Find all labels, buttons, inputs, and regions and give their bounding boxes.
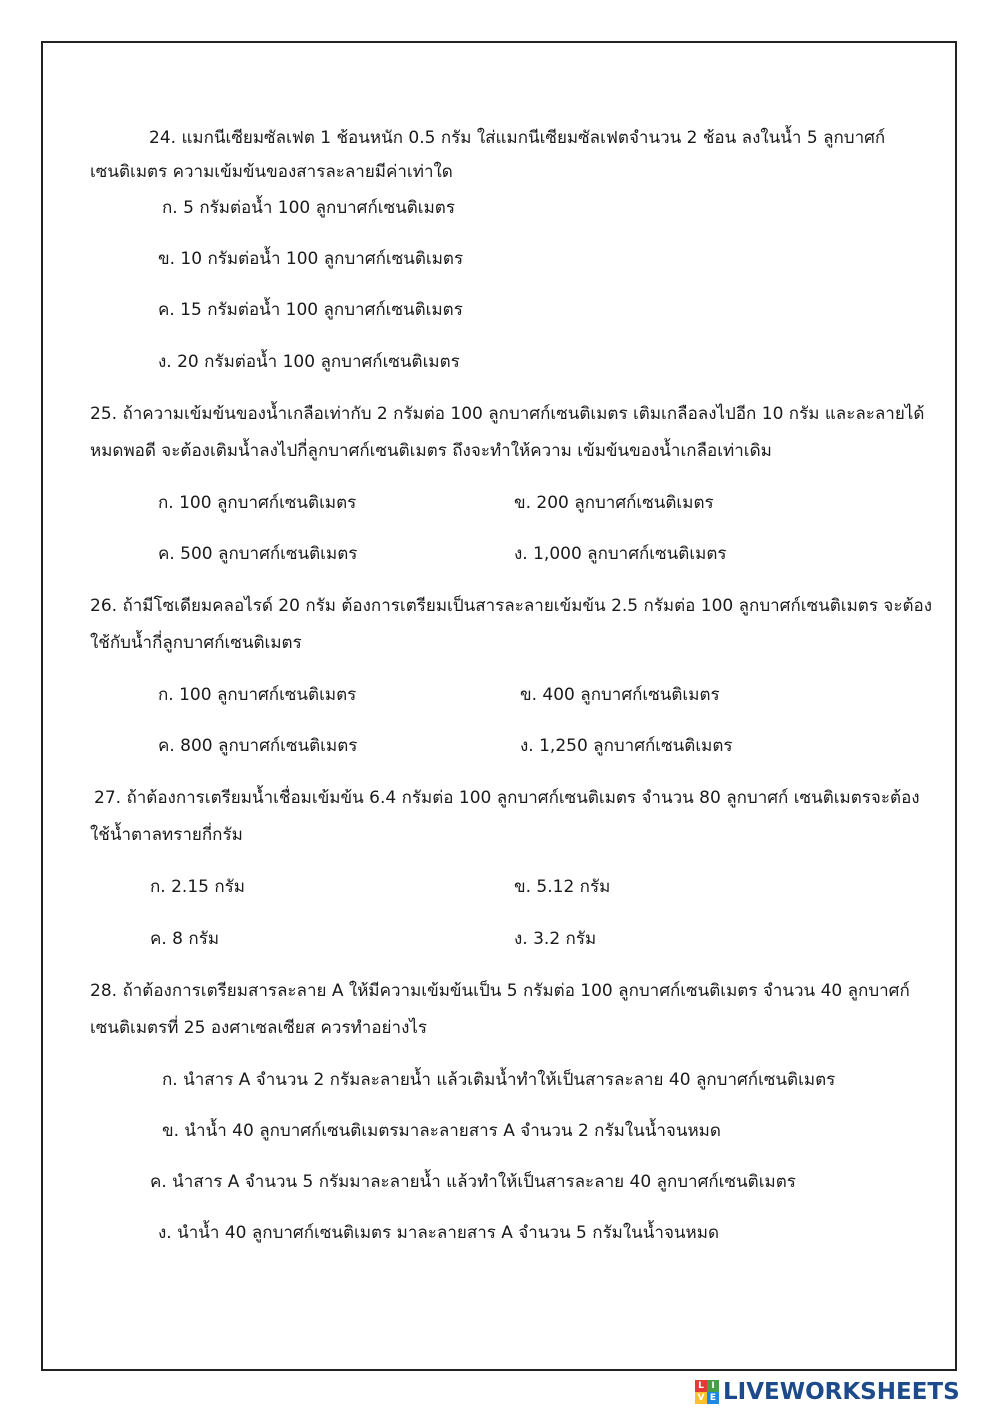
- question-27-option-c[interactable]: ค. 8 กรัม: [150, 929, 220, 949]
- question-25-option-b[interactable]: ข. 200 ลูกบาศก์เซนติเมตร: [514, 493, 714, 513]
- question-28-option-a[interactable]: ก. นำสาร A จำนวน 2 กรัมละลายน้ำ แล้วเติมน้ำทำให้เป็นสารละลาย 40 ลูกบาศก์เซนติเมตร: [162, 1070, 836, 1090]
- question-26-option-b[interactable]: ข. 400 ลูกบาศก์เซนติเมตร: [520, 685, 720, 705]
- question-26-option-d[interactable]: ง. 1,250 ลูกบาศก์เซนติเมตร: [520, 736, 733, 756]
- question-27-stem-line2: ใช้น้ำตาลทรายกี่กรัม: [90, 825, 243, 845]
- badge-letter-l: L: [695, 1380, 707, 1392]
- liveworksheets-logo: [695, 1377, 960, 1407]
- question-25-option-a[interactable]: ก. 100 ลูกบาศก์เซนติเมตร: [158, 493, 357, 513]
- question-24-stem-line1: 24. แมกนีเซียมซัลเฟต 1 ช้อนหนัก 0.5 กรัม ใส่แมกนีเซียมซัลเฟตจำนวน 2 ช้อน ลงในน้ำ 5 ลูกบาศก์: [149, 128, 886, 148]
- question-27-stem-line1: 27. ถ้าต้องการเตรียมน้ำเชื่อมเข้มข้น 6.4 กรัมต่อ 100 ลูกบาศก์เซนติเมตร จำนวน 80 ลูกบาศก์ เซนติเมตรจะต้อง: [94, 788, 920, 808]
- question-25-stem-line2: หมดพอดี จะต้องเติมน้ำลงไปกี่ลูกบาศก์เซนติเมตร ถึงจะทำให้ความ เข้มข้นของน้ำเกลือเท่าเดิม: [90, 441, 772, 461]
- question-26-stem-line1: 26. ถ้ามีโซเดียมคลอไรด์ 20 กรัม ต้องการเตรียมเป็นสารละลายเข้มข้น 2.5 กรัมต่อ 100 ลูกบาศก์เซนติเมตร จะต้อง: [90, 596, 933, 616]
- badge-letter-i: I: [707, 1380, 719, 1392]
- liveworksheets-badge-icon: [695, 1380, 719, 1404]
- question-24-stem-line2: เซนติเมตร ความเข้มข้นของสารละลายมีค่าเท่าใด: [90, 162, 453, 182]
- question-28-option-b[interactable]: ข. นำน้ำ 40 ลูกบาศก์เซนติเมตรมาละลายสาร A จำนวน 2 กรัมในน้ำจนหมด: [162, 1121, 721, 1141]
- question-27-option-b[interactable]: ข. 5.12 กรัม: [514, 877, 611, 897]
- badge-letter-v: V: [695, 1392, 707, 1404]
- liveworksheets-wordmark: LIVEWORKSHEETS: [723, 1379, 960, 1405]
- question-24-option-d[interactable]: ง. 20 กรัมต่อน้ำ 100 ลูกบาศก์เซนติเมตร: [158, 352, 460, 372]
- question-27-option-a[interactable]: ก. 2.15 กรัม: [150, 877, 245, 897]
- question-28-stem-line1: 28. ถ้าต้องการเตรียมสารละลาย A ให้มีความเข้มข้นเป็น 5 กรัมต่อ 100 ลูกบาศก์เซนติเมตร จำนวน 40 ลูกบาศก์: [90, 981, 910, 1001]
- badge-letter-e: E: [707, 1392, 719, 1404]
- question-27-option-d[interactable]: ง. 3.2 กรัม: [514, 929, 597, 949]
- question-24-option-b[interactable]: ข. 10 กรัมต่อน้ำ 100 ลูกบาศก์เซนติเมตร: [158, 249, 464, 269]
- question-26-stem-line2: ใช้กับน้ำกี่ลูกบาศก์เซนติเมตร: [90, 633, 302, 653]
- question-28-option-d[interactable]: ง. นำน้ำ 40 ลูกบาศก์เซนติเมตร มาละลายสาร A จำนวน 5 กรัมในน้ำจนหมด: [158, 1223, 719, 1243]
- question-24-option-c[interactable]: ค. 15 กรัมต่อน้ำ 100 ลูกบาศก์เซนติเมตร: [158, 300, 463, 320]
- question-26-option-c[interactable]: ค. 800 ลูกบาศก์เซนติเมตร: [158, 736, 358, 756]
- question-24-option-a[interactable]: ก. 5 กรัมต่อน้ำ 100 ลูกบาศก์เซนติเมตร: [162, 198, 455, 218]
- question-28-option-c[interactable]: ค. นำสาร A จำนวน 5 กรัมมาละลายน้ำ แล้วทำให้เป็นสารละลาย 40 ลูกบาศก์เซนติเมตร: [150, 1172, 796, 1192]
- question-25-stem-line1: 25. ถ้าความเข้มข้นของน้ำเกลือเท่ากับ 2 กรัมต่อ 100 ลูกบาศก์เซนติเมตร เติมเกลือลงไปอีก 10 กรัม และละลายได้: [90, 404, 925, 424]
- question-25-option-c[interactable]: ค. 500 ลูกบาศก์เซนติเมตร: [158, 544, 358, 564]
- question-28-stem-line2: เซนติเมตรที่ 25 องศาเซลเซียส ควรทำอย่างไร: [90, 1018, 428, 1038]
- question-25-option-d[interactable]: ง. 1,000 ลูกบาศก์เซนติเมตร: [514, 544, 727, 564]
- question-26-option-a[interactable]: ก. 100 ลูกบาศก์เซนติเมตร: [158, 685, 357, 705]
